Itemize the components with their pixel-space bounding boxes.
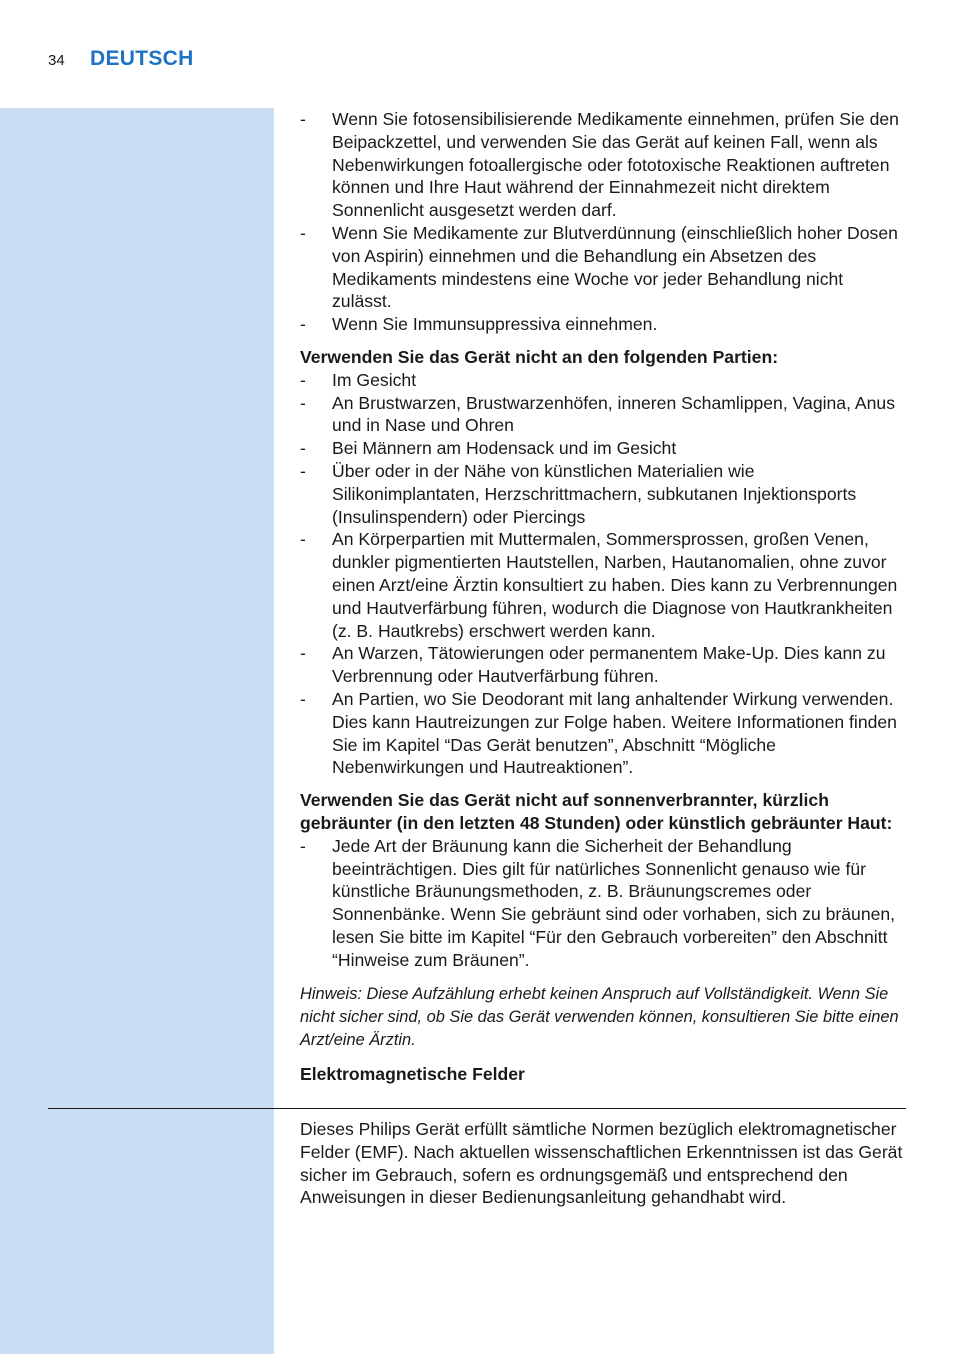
main-content [300,108,906,1086]
page-header [0,0,954,108]
list-item: - Wenn Sie Medikamente zur Blutverdünnung (einschließlich hoher Dosen von Aspirin) einnehmen und die Behandlung ein Absetzen des Medikaments mindestens eine Woche vor jeder Behandlung nicht zulässt. [300,222,898,312]
dash-bullet: - [300,460,306,481]
list-item: - Bei Männern am Hodensack und im Gesicht [300,438,677,459]
list-item: - An Warzen, Tätowierungen oder permanentem Make-Up. Dies kann zu Verbrennung oder Hautverfärbung führen. [300,643,886,687]
dash-bullet: - [300,688,306,709]
list-item: - Über oder in der Nähe von künstlichen Materialien wie Silikonimplantaten, Herzschrittmachern, subkutanen Injektionsports (Insulinspendern) oder Piercings [300,460,857,527]
note-text: Hinweis: Diese Aufzählung erhebt keinen Anspruch auf Vollständigkeit. Wenn Sie nicht sicher sind, ob Sie das Gerät verwenden können, konsultieren Sie bitte einen Arzt/eine Ärztin. [300,985,899,1049]
section-title: Elektromagnetische Felder [300,1064,525,1085]
dash-bullet: - [300,835,306,856]
section-divider [48,1108,906,1109]
language-title: DEUTSCH [90,47,194,70]
list-item: - An Partien, wo Sie Deodorant mit lang anhaltender Wirkung verwenden. Dies kann Hautreizungen zur Folge haben. Weitere Informationen finden Sie im Kapitel “Das Gerät benutzen”, Abschnitt “Mögliche Nebenwirkungen und Hautreaktionen”. [300,688,897,778]
dash-bullet: - [300,392,306,413]
page-number: 34 [48,52,65,69]
sidebar-band [0,108,274,1354]
heading-areas: Verwenden Sie das Gerät nicht an den folgenden Partien: [300,346,779,367]
list-medication [300,108,906,336]
dash-bullet: - [300,314,306,335]
list-item: - Jede Art der Bräunung kann die Sicherheit der Behandlung beeinträchtigen. Dies gilt für natürliches Sonnenlicht genauso wie für künstliche Bräunungsmethoden, z. B. Bräunungscremes oder Sonnenbänke. Wenn Sie gebräunt sind oder vorhaben, sich zu bräunen, lesen Sie bitte im Kapitel “Für den Gebrauch vorbereiten” den Abschnitt “Hinweise zum Bräunen”. [300,835,896,970]
dash-bullet: - [300,529,306,550]
list-item: - Wenn Sie Immunsuppressiva einnehmen. [300,314,658,335]
section-paragraph: Dieses Philips Gerät erfüllt sämtliche Normen bezüglich elektromagnetischer Felder (EMF). Nach aktuellen wissenschaftlichen Erkenntnissen ist das Gerät sicher im Gebrauch, sofern es ordnungsgemäß und entsprechend den Anweisungen in dieser Bedienungsanleitung gehandhabt wird. [300,1119,903,1208]
list-tan [300,835,906,972]
dash-bullet: - [300,369,306,390]
list-item: - An Brustwarzen, Brustwarzenhöfen, inneren Schamlippen, Vagina, Anus und in Nase und Ohren [300,392,895,436]
dash-bullet: - [300,438,306,459]
dash-bullet: - [300,643,306,664]
list-areas [300,369,906,779]
dash-bullet: - [300,109,306,129]
heading-tan: Verwenden Sie das Gerät nicht auf sonnenverbrannter, kürzlich gebräunter (in den letzten 48 Stunden) oder künstlich gebräunter Haut: [300,790,893,833]
list-item: - Wenn Sie fotosensibilisierende Medikamente einnehmen, prüfen Sie den Beipackzettel, und verwenden Sie das Gerät auf keinen Fall, wenn als Nebenwirkungen fotoallergische oder fototoxische Reaktionen auftreten können und Ihre Haut während der Einnahmezeit nicht direktem Sonnenlicht ausgesetzt werden darf. [300,109,899,221]
list-item: - An Körperpartien mit Muttermalen, Sommersprossen, großen Venen, dunkler pigmentierten Hautstellen, Narben, Hautanomalien, ohne zuvor einen Arzt/eine Ärztin konsultiert zu haben. Dies kann zu Verbrennungen und Hautverfärbung führen, wodurch die Diagnose von Hautkrankheiten (z. B. Hautkrebs) erschwert werden kann. [300,529,898,641]
dash-bullet: - [300,222,306,243]
list-item: - Im Gesicht [300,369,417,390]
